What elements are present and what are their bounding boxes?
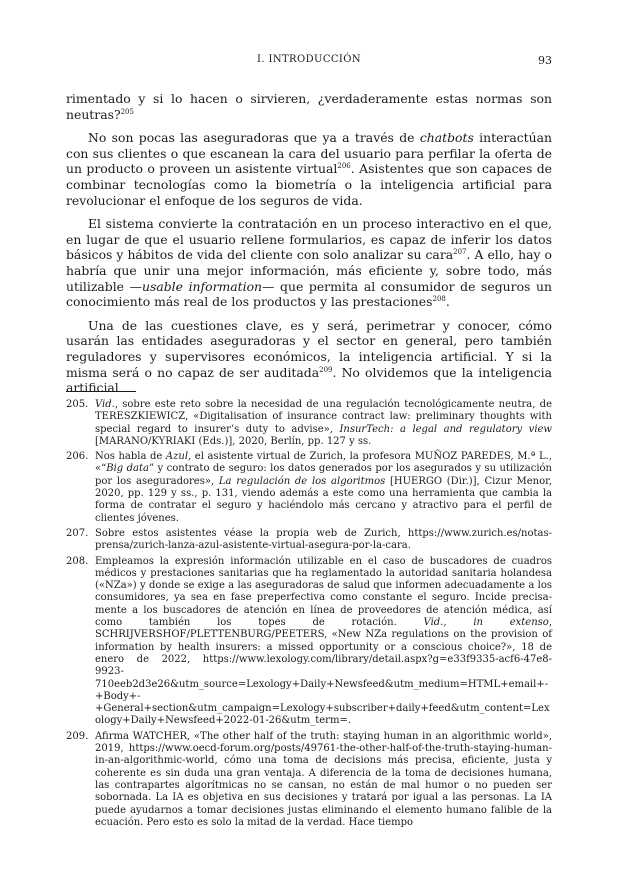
footnote <box>66 528 552 553</box>
footnote-text <box>95 451 552 525</box>
text-run: . Asistentes que son capaces de combinar tecnologías como la biometría o la inteligencia artificial para revolucionar el enfoque de los seguros de vida. <box>66 161 552 208</box>
text-run: [MARANO/KYRIAKI (Eds.)], 2020, Berlín, pp. 127 y ss. <box>95 435 372 447</box>
italic-text: La regulación de los algoritmos <box>218 475 386 487</box>
footnote-text <box>95 528 552 553</box>
footnotes <box>66 399 552 832</box>
text-run: . No olvidemos que la inteligencia artificial <box>66 364 552 396</box>
footnote <box>66 451 552 525</box>
body-paragraph <box>66 318 552 396</box>
footnote-number: 206. <box>66 451 89 463</box>
text-run: Empleamos la expresión información utilizable en el caso de buscadores de cuadros médicos y prestaciones sanitarias que ha reglamentado la autoridad sanitaria holandesa («NZa») y donde se exige a las aseguradoras de salud que informen adecuadamente a los consumidores, ya sea en fase preperfectiva como constante el seguro. Incide precisamente a los buscadores de atención en línea de proveedores de atención médica, así como también los topes de rotación. <box>95 555 552 629</box>
footnote <box>66 399 552 448</box>
footnote-number: 209. <box>66 730 89 742</box>
text-run: rimentado y si lo hacen o sirvieren, ¿verdaderamente estas normas son neutras? <box>66 91 552 122</box>
footnote <box>66 556 552 728</box>
italic-text: chatbots <box>419 130 474 146</box>
footnote-number: 207. <box>66 527 89 539</box>
footnote-number: 208. <box>66 555 89 567</box>
body-paragraph <box>66 130 552 208</box>
text-run: Nos habla de <box>95 451 166 463</box>
italic-text: InsurTech: a legal and regulatory view <box>339 423 552 435</box>
text-run: , sobre este reto sobre la necesidad de una regulación tecnológicamente neutra, de TERESZKIEWICZ, «Digitalisation of insurance contract law: preliminary thoughts with special regard to insurer’s duty to advise», <box>95 399 552 435</box>
body-paragraph <box>66 216 552 310</box>
footnote-text <box>95 399 552 448</box>
text-run: interactúan con sus clientes o que escanean la cara del usuario para perfilar la oferta de un producto o proveen un asistente virtual <box>66 130 552 177</box>
footnote <box>66 731 552 829</box>
footnote-text <box>95 731 552 829</box>
text-run: . <box>445 294 450 310</box>
footnote-ref: 208 <box>432 295 446 304</box>
text-run: . A ello, hay o habría que unir una mejor información, más eficiente y, sobre todo, más utilizable — <box>66 247 552 294</box>
body-paragraph <box>66 91 552 122</box>
italic-text: Vid., in extenso <box>423 617 549 629</box>
footnote-ref: 209 <box>319 365 333 374</box>
footnote-separator <box>66 391 136 392</box>
footnote-ref: 207 <box>453 248 467 257</box>
text-run: ” y contrato de seguro: los datos generados por los asegurados y su utilización por los aseguradores», <box>95 463 552 487</box>
text-run: , SCHRIJVERSHOF/PLETTENBURG/PEETERS, «New NZa regulations on the provision of information by health insurers: a missed opportunity or a conscious choice?», 18 de enero de 2022, https://www.lexology.com/library/detail.aspx?g=e33f9335-acf6-47e8-9923-710eeb2d3e26&utm_source=Lexology+Daily+Newsfeed&utm_medium=HTML+email+-+Body+-+General+section&utm_campaign=Lexology+subscriber+daily+feed&utm_content=Lexology+Daily+Newsfeed+2022-01-26&utm_term=. <box>95 617 552 727</box>
page-number: 93 <box>538 54 552 67</box>
text-run: El sistema convierte la contratación en un proceso interactivo en el que, en lugar de que el usuario rellene formularios, es capaz de inferir los datos básicos y hábitos de vida del cliente con solo analizar su cara <box>66 216 552 263</box>
text-run: No son pocas las aseguradoras que ya a través de <box>88 130 420 146</box>
italic-text: usable information <box>142 278 263 294</box>
chapter-heading: I. INTRODUCCIÓN <box>256 54 362 65</box>
text-run: Sobre estos asistentes véase la propia web de Zurich, https://www.zurich.es/notas-prensa/zurich-lanza-azul-asistente-virtual-asegura-por-la-cara. <box>95 527 552 552</box>
body-text <box>66 91 552 404</box>
text-run: Afirma WATCHER, «The other half of the truth: staying human in an algorithmic world», 2019, https://www.oecd-forum.org/posts/49761-the-other-half-of-the-truth-staying-human-in-an-algorithmic-world, cómo una toma de decisions más precisa, eficiente, justa y coherente es sin duda una gran ventaja. A diferencia de la toma de decisiones humana, las contrapartes algorítmicas no se cansan, no están de mal humor o no pueden ser sobornada. La IA es objetiva en sus decisiones y tratará por igual a las personas. La IA puede ayudarnos a tomar decisiones justas eliminando el elemento humano falible de la ecuación. Pero esto es solo la mitad de la verdad. Hace tiempo <box>95 730 552 828</box>
footnote-ref: 205 <box>120 107 134 116</box>
italic-text: Big data <box>106 463 149 475</box>
footnote-number: 205. <box>66 399 89 410</box>
italic-text: Azul <box>165 451 189 463</box>
footnote-ref: 206 <box>337 162 351 171</box>
italic-text: Vid. <box>95 399 115 410</box>
text-run: , el asistente virtual de Zurich, la profesora MUÑOZ PAREDES, M.ª L., «“ <box>95 451 552 475</box>
text-run: [HUERGO (Dir.)], Cizur Menor, 2020, pp. 129 y ss., p. 131, viendo además a este como una herramienta que cambia la forma de contratar el seguro y haciéndolo más cercano y atractivo para el perfil de clientes jóvenes. <box>95 475 552 524</box>
text-run: Una de las cuestiones clave, es y será, perimetrar y conocer, cómo usarán las entidades aseguradoras y el sector en general, pero también reguladores y supervisores económicos, la inteligencia artificial. Y si la misma será o no capaz de ser auditada <box>66 317 552 380</box>
text-run: — que permita al consumidor de seguros un conocimiento más real de los productos y las prestaciones <box>66 278 552 310</box>
running-head <box>66 54 552 68</box>
footnote-text <box>95 556 552 728</box>
